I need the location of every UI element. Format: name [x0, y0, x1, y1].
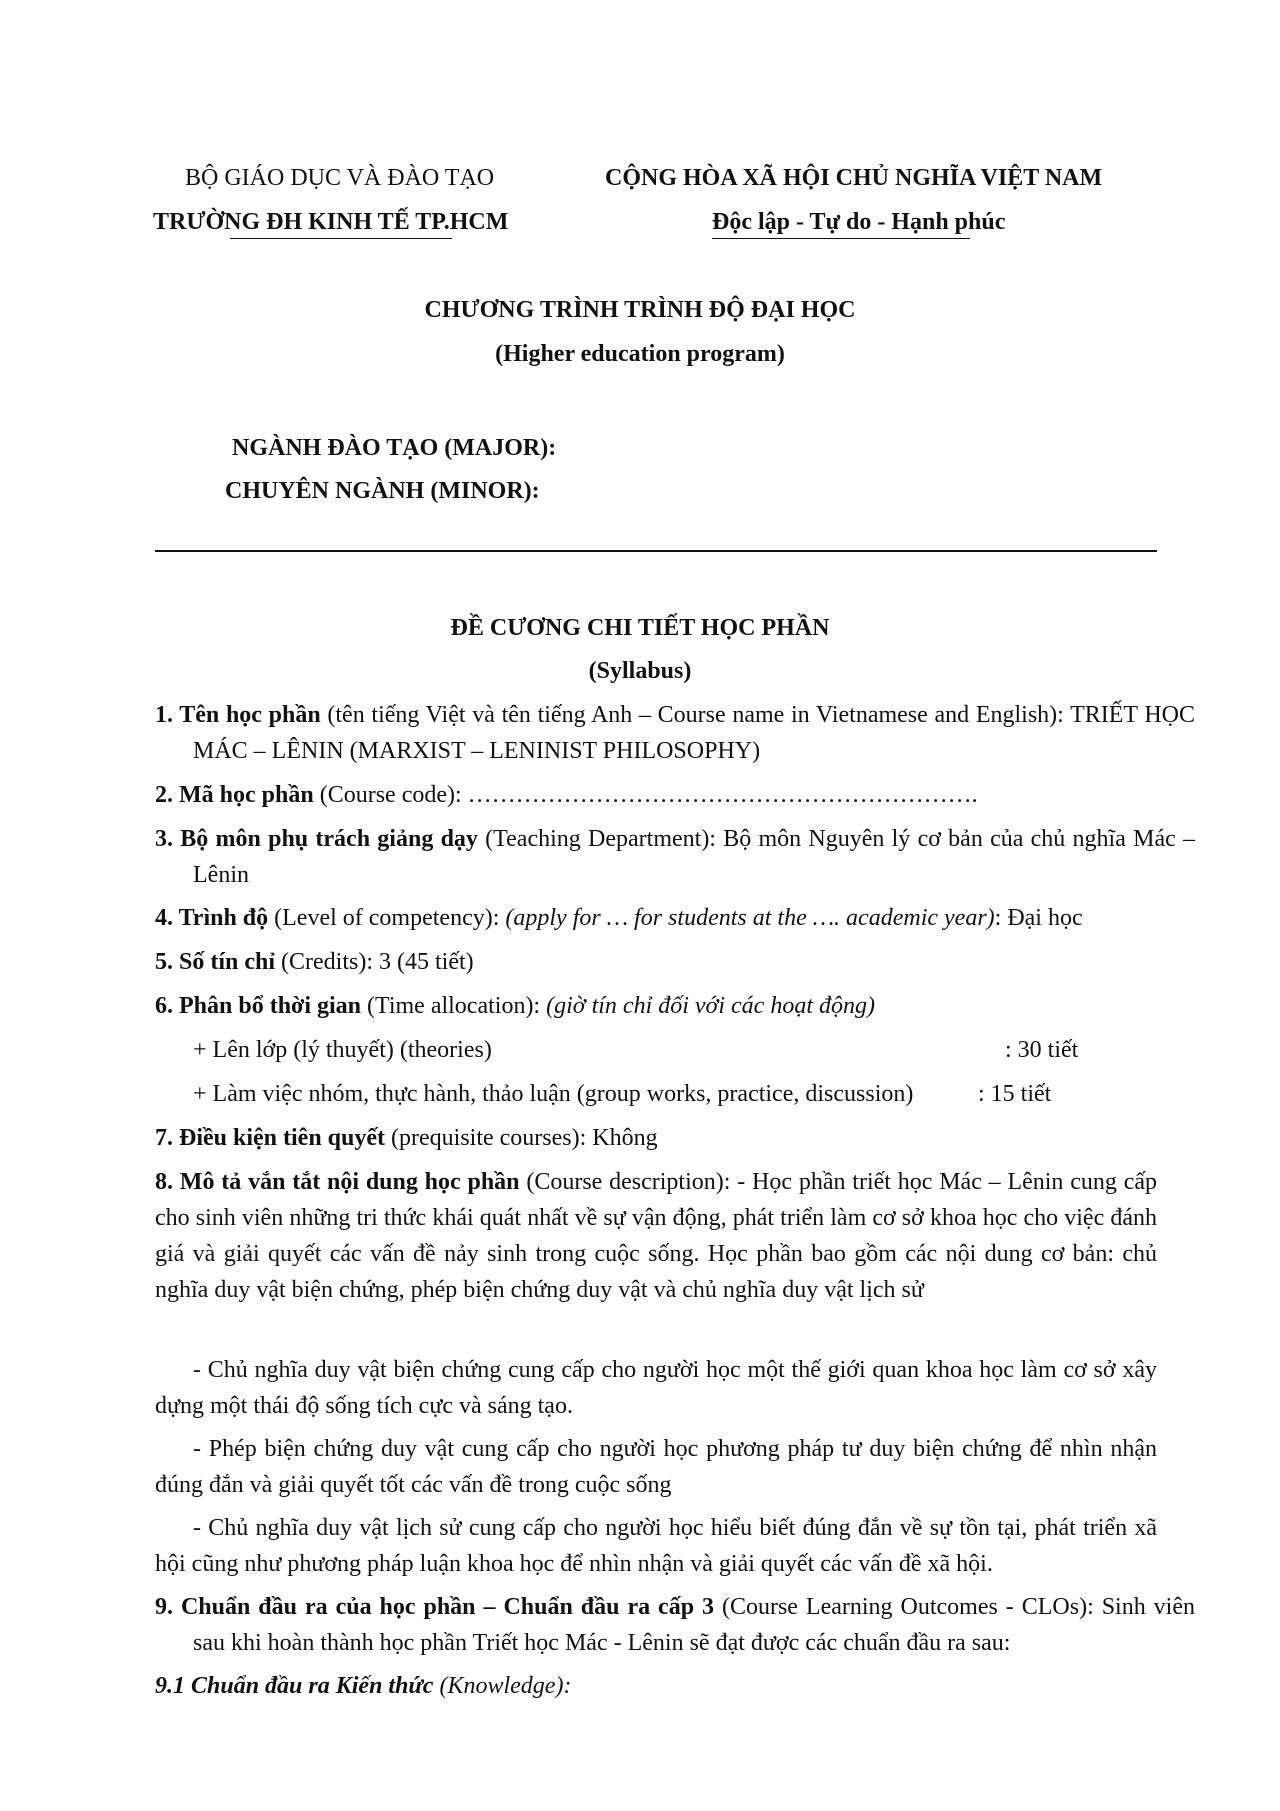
syllabus-title: ĐỀ CƯƠNG CHI TIẾT HỌC PHẦN [450, 615, 830, 641]
section-description [155, 1164, 1157, 1308]
section-4-label: 4. Trình độ [155, 905, 269, 931]
section-department [155, 821, 1195, 893]
syllabus-subtitle: (Syllabus) [588, 658, 692, 684]
school-underline-rule [230, 238, 452, 239]
motto-underline [712, 238, 970, 239]
section-credits [155, 944, 1157, 980]
section-time-allocation [155, 988, 1157, 1024]
section-4-text: (Level of competency): [268, 905, 506, 931]
section-course-code [155, 777, 1157, 813]
section-7-text: (prequisite courses): Không [385, 1125, 658, 1151]
minor-label: CHUYÊN NGÀNH (MINOR): [225, 478, 540, 504]
section-8-label: 8. Mô tả vắn tắt nội dung học phần [155, 1169, 520, 1195]
school-name [153, 204, 508, 240]
republic-name: CỘNG HÒA XÃ HỘI CHỦ NGHĨA VIỆT NAM [605, 165, 1103, 191]
description-paragraph-2: - Phép biện chứng duy vật cung cấp cho người học phương pháp tư duy biện chứng để nhìn nhận đúng đắn và giải quyết tốt các vấn đề trong cuộc sống [155, 1436, 1157, 1498]
time-row-practice-value: : 15 tiết [978, 1081, 1052, 1107]
section-9-1-text: (Knowledge): [433, 1673, 572, 1699]
description-paragraph-1: - Chủ nghĩa duy vật biện chứng cung cấp cho người học một thế giới quan khoa học làm cơ sở xây dựng một thái độ sống tích cực và sáng tạo. [155, 1357, 1157, 1419]
section-prerequisites [155, 1120, 1157, 1156]
school-name-text: TRƯỜNG ĐH KINH TẾ TP.HCM [153, 209, 509, 235]
program-subtitle: (Higher education program) [495, 341, 785, 367]
description-paragraph-3: - Chủ nghĩa duy vật lịch sử cung cấp cho người học hiểu biết đúng đắn về sự tồn tại, phát triển xã hội cũng như phương pháp luận khoa học để nhìn nhận và giải quyết các vấn đề xã hội. [155, 1515, 1157, 1577]
section-5-text: (Credits): 3 (45 tiết) [275, 949, 474, 975]
section-9-label: 9. Chuẩn đầu ra của học phần – Chuẩn đầu ra cấp 3 [155, 1594, 715, 1620]
time-row-practice-label: + Làm việc nhóm, thực hành, thảo luận (group works, practice, discussion) [193, 1081, 914, 1107]
section-7-label: 7. Điều kiện tiên quyết [155, 1125, 386, 1151]
section-3-label: 3. Bộ môn phụ trách giảng dạy [155, 826, 478, 852]
section-4-italic: (apply for … for students at the …. academic year) [505, 905, 995, 931]
section-learning-outcomes [155, 1589, 1195, 1661]
section-knowledge-outcomes [155, 1668, 1157, 1704]
section-1-text: (tên tiếng Việt và tên tiếng Anh – Course name in Vietnamese and English): TRIẾT HỌC MÁC – LÊNIN (MARXIST – LENINIST PHILOSOPHY) [193, 702, 1195, 764]
section-level [155, 900, 1157, 936]
time-row-theory-label: + Lên lớp (lý thuyết) (theories) [193, 1037, 492, 1063]
section-2-text: (Course code): ………………………………………………………. [313, 782, 978, 808]
section-course-name [155, 697, 1195, 769]
section-6-label: 6. Phân bổ thời gian [155, 993, 362, 1019]
section-3-text: (Teaching Department): Bộ môn Nguyên lý cơ bản của chủ nghĩa Mác – Lênin [193, 826, 1195, 888]
section-8-text: (Course description): - Học phần triết học Mác – Lênin cung cấp cho sinh viên những tri thức khái quát nhất về sự vận động, phát triển làm cơ sở khoa học cho việc đánh giá và giải quyết các vấn đề nảy sinh trong cuộc sống. Học phần bao gồm các nội dung cơ bản: chủ nghĩa duy vật biện chứng, phép biện chứng duy vật và chủ nghĩa duy vật lịch sử [155, 1169, 1158, 1303]
section-6-italic: (giờ tín chỉ đối với các hoạt động) [546, 993, 875, 1019]
major-label: NGÀNH ĐÀO TẠO (MAJOR): [232, 435, 557, 461]
time-row-theory-value: : 30 tiết [1005, 1037, 1079, 1063]
ministry-name: BỘ GIÁO DỤC VÀ ĐÀO TẠO [185, 165, 495, 191]
section-2-label: 2. Mã học phần [155, 782, 314, 808]
section-5-label: 5. Số tín chỉ [155, 949, 276, 975]
section-6-text: (Time allocation): [361, 993, 547, 1019]
motto: Độc lập - Tự do - Hạnh phúc [712, 209, 1006, 235]
program-title: CHƯƠNG TRÌNH TRÌNH ĐỘ ĐẠI HỌC [424, 297, 856, 323]
section-4-tail: : Đại học [994, 905, 1083, 931]
section-9-text: (Course Learning Outcomes - CLOs): Sinh viên sau khi hoàn thành học phần Triết học Mác - Lênin sẽ đạt được các chuẩn đầu ra sau: [193, 1594, 1195, 1656]
section-9-1-label: 9.1 Chuẩn đầu ra Kiến thức [155, 1673, 434, 1699]
section-1-label: 1. Tên học phần [155, 702, 321, 728]
divider-rule [155, 550, 1157, 552]
